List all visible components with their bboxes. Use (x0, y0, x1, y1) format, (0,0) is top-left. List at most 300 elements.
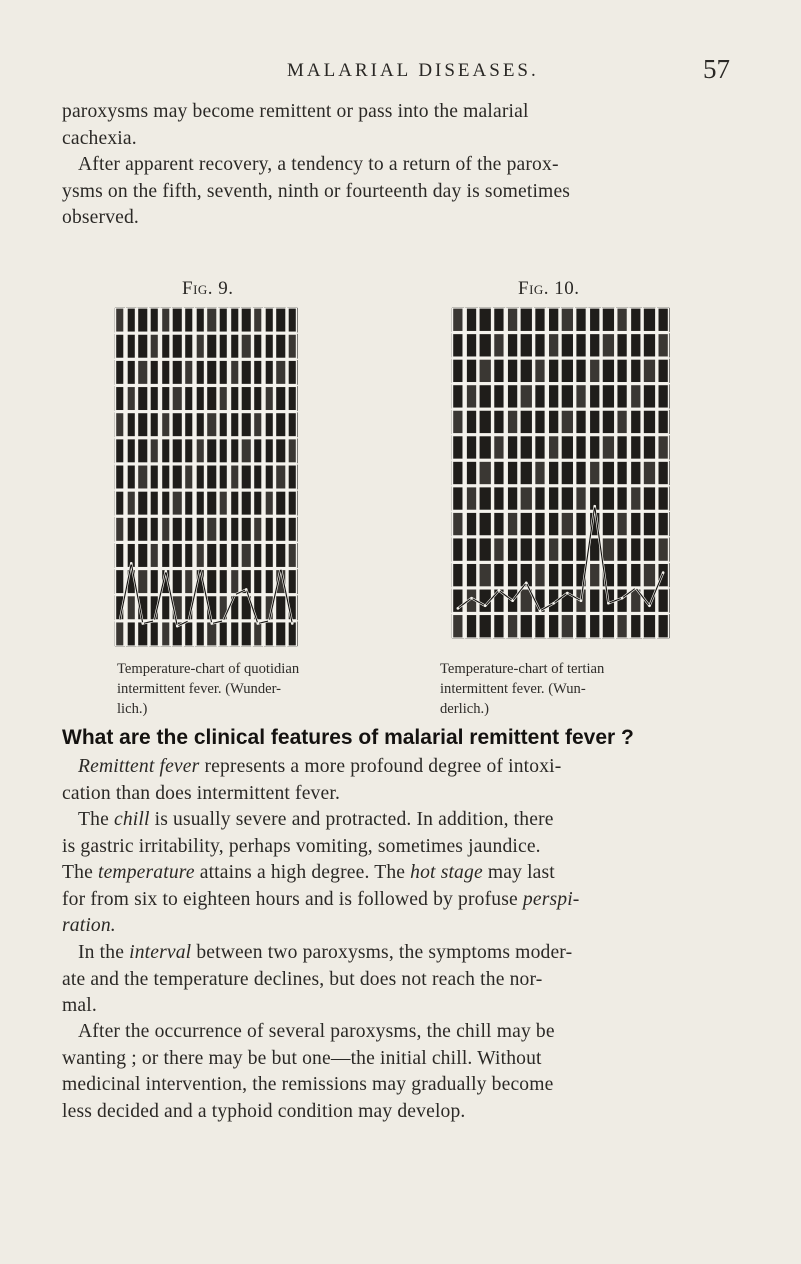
grid-cell (276, 439, 285, 462)
grid-cell (254, 492, 261, 515)
grid-cell (467, 487, 476, 509)
grid-cell (197, 518, 204, 541)
text-run: represents a more profound degree of intoxi- (199, 756, 562, 777)
grid-cell (644, 513, 655, 535)
grid-cell (480, 411, 491, 433)
grid-cell (266, 361, 273, 384)
grid-cell (197, 622, 204, 645)
text-run: is usually severe and protracted. In addition, there (149, 809, 554, 830)
grid-cell (185, 466, 192, 489)
grid-cell (276, 387, 285, 410)
grid-cell (467, 411, 476, 433)
grid-cell (562, 385, 573, 407)
grid-cell (603, 385, 614, 407)
grid-cell (644, 411, 655, 433)
grid-cell (276, 518, 285, 541)
grid-cell (508, 538, 517, 560)
grid-cell (576, 360, 585, 382)
grid-cell (220, 622, 227, 645)
grid-cell (185, 570, 192, 593)
grid-cell (508, 360, 517, 382)
grid-cell (631, 334, 640, 356)
grid-cell (644, 487, 655, 509)
data-point (279, 567, 282, 570)
grid-cell (603, 513, 614, 535)
grid-cell (549, 385, 558, 407)
emphasis: hot stage (410, 862, 483, 883)
data-point (580, 599, 583, 602)
grid-cell (138, 466, 147, 489)
grid-cell (276, 309, 285, 332)
grid-cell (480, 538, 491, 560)
grid-cell (467, 462, 476, 484)
grid-cell (254, 544, 261, 567)
grid-cell (231, 544, 238, 567)
grid-cell (549, 513, 558, 535)
grid-cell (508, 411, 517, 433)
grid-cell (631, 436, 640, 458)
grid-cell (576, 513, 585, 535)
text-line: cation than does intermittent fever. (62, 782, 340, 804)
grid-cell (207, 570, 216, 593)
grid-cell (535, 436, 544, 458)
grid-cell (562, 309, 573, 331)
grid-cell (617, 615, 626, 637)
grid-cell (494, 411, 503, 433)
text-line: ysms on the fifth, seventh, ninth or fourteenth day is sometimes (62, 180, 571, 202)
grid-cell (535, 487, 544, 509)
grid-cell (617, 487, 626, 509)
intro-paragraph-1 (62, 99, 742, 152)
grid-cell (590, 334, 599, 356)
fig-10-chart-svg (451, 307, 670, 639)
text-line: paroxysms may become remittent or pass into the malarial (62, 101, 529, 122)
grid-cell (185, 413, 192, 436)
grid-cell (185, 439, 192, 462)
data-point (245, 588, 248, 591)
data-point (525, 582, 528, 585)
data-point (470, 597, 473, 600)
page-number: 57 (703, 54, 730, 84)
data-point (222, 620, 225, 623)
grid-cell (220, 492, 227, 515)
grid-cell (207, 335, 216, 358)
grid-cell (116, 309, 123, 332)
grid-cell (644, 385, 655, 407)
grid-cell (116, 492, 123, 515)
grid-cell (617, 590, 626, 612)
grid-cell (276, 596, 285, 619)
data-point (118, 620, 121, 623)
grid-cell (116, 622, 123, 645)
grid-cell (220, 518, 227, 541)
grid-cell (173, 439, 182, 462)
grid-cell (467, 538, 476, 560)
grid-cell (220, 570, 227, 593)
grid-cell (197, 335, 204, 358)
grid-cell (631, 487, 640, 509)
grid-cell (617, 564, 626, 586)
data-point (176, 625, 179, 628)
grid-cell (453, 385, 462, 407)
grid-cell (162, 492, 169, 515)
data-point (153, 620, 156, 623)
grid-cell (603, 487, 614, 509)
fig-9-label: Fig. 9. (182, 278, 234, 299)
grid-cell (254, 466, 261, 489)
grid-cell (535, 564, 544, 586)
fig-9-caption (117, 659, 299, 719)
grid-cell (535, 462, 544, 484)
grid-cell (576, 411, 585, 433)
grid-cell (266, 387, 273, 410)
grid-cell (128, 492, 135, 515)
grid-cell (590, 564, 599, 586)
grid-cell (254, 439, 261, 462)
fig-9-chart-svg (114, 307, 298, 647)
grid-cell (151, 413, 158, 436)
data-point (648, 605, 651, 608)
grid-cell (276, 361, 285, 384)
grid-cell (453, 513, 462, 535)
grid-cell (173, 570, 182, 593)
grid-cell (197, 544, 204, 567)
grid-cell (116, 361, 123, 384)
grid-cell (521, 385, 532, 407)
grid-cell (617, 385, 626, 407)
grid-cell (266, 518, 273, 541)
grid-cell (138, 622, 147, 645)
grid-cell (116, 570, 123, 593)
grid-cell (590, 615, 599, 637)
grid-cell (549, 564, 558, 586)
grid-cell (138, 413, 147, 436)
grid-cell (185, 518, 192, 541)
grid-cell (617, 411, 626, 433)
grid-cell (480, 564, 491, 586)
grid-cell (116, 518, 123, 541)
grid-cell (254, 387, 261, 410)
emphasis: ration. (62, 915, 116, 936)
grid-cell (562, 513, 573, 535)
grid-cell (590, 436, 599, 458)
grid-cell (562, 462, 573, 484)
grid-cell (576, 487, 585, 509)
grid-cell (603, 538, 614, 560)
section-heading: What are the clinical features of malarial remittent fever ? (62, 726, 634, 749)
data-point (593, 505, 596, 508)
grid-cell (128, 335, 135, 358)
grid-cell (151, 309, 158, 332)
grid-cell (220, 544, 227, 567)
grid-cell (535, 513, 544, 535)
grid-cell (289, 413, 296, 436)
grid-cell (644, 462, 655, 484)
grid-cell (603, 334, 614, 356)
grid-cell (562, 538, 573, 560)
grid-cell (508, 615, 517, 637)
grid-cell (631, 309, 640, 331)
data-point (539, 610, 542, 613)
data-point (621, 597, 624, 600)
grid-cell (467, 360, 476, 382)
grid-cell (603, 360, 614, 382)
grid-cell (590, 538, 599, 560)
page-header (0, 54, 801, 94)
grid-cell (207, 544, 216, 567)
grid-cell (207, 466, 216, 489)
grid-cell (207, 413, 216, 436)
grid-cell (231, 466, 238, 489)
grid-cell (185, 309, 192, 332)
grid-cell (659, 513, 668, 535)
grid-cell (289, 361, 296, 384)
grid-cell (254, 518, 261, 541)
grid-cell (197, 492, 204, 515)
remittent-paragraph-2 (62, 807, 742, 940)
grid-cell (521, 436, 532, 458)
emphasis: interval (129, 942, 192, 963)
grid-cell (242, 492, 251, 515)
grid-cell (576, 615, 585, 637)
grid-cell (185, 544, 192, 567)
grid-cell (242, 518, 251, 541)
grid-cell (231, 518, 238, 541)
grid-cell (197, 413, 204, 436)
text-run: The (62, 862, 98, 883)
data-point (164, 570, 167, 573)
text-line: is gastric irritability, perhaps vomiting, sometimes jaundice. (62, 835, 541, 857)
grid-cell (617, 360, 626, 382)
grid-cell (576, 462, 585, 484)
grid-cell (185, 622, 192, 645)
grid-cell (644, 538, 655, 560)
grid-cell (521, 462, 532, 484)
grid-cell (603, 309, 614, 331)
grid-cell (659, 436, 668, 458)
grid-cell (220, 387, 227, 410)
grid-cell (173, 544, 182, 567)
grid-cell (128, 387, 135, 410)
grid-cell (494, 334, 503, 356)
grid-cell (207, 361, 216, 384)
grid-cell (266, 622, 273, 645)
grid-cell (549, 615, 558, 637)
grid-cell (617, 334, 626, 356)
emphasis: chill (113, 809, 150, 830)
grid-cell (617, 436, 626, 458)
grid-cell (480, 385, 491, 407)
grid-cell (631, 513, 640, 535)
grid-cell (603, 436, 614, 458)
fig-10-chart (451, 307, 670, 644)
data-point (187, 620, 190, 623)
grid-cell (116, 335, 123, 358)
grid-cell (494, 462, 503, 484)
grid-cell (266, 570, 273, 593)
grid-cell (549, 360, 558, 382)
grid-cell (220, 466, 227, 489)
grid-cell (231, 492, 238, 515)
grid-cell (453, 538, 462, 560)
data-point (291, 622, 294, 625)
grid-cell (289, 309, 296, 332)
grid-cell (659, 462, 668, 484)
grid-cell (659, 385, 668, 407)
grid-cell (151, 466, 158, 489)
grid-cell (116, 544, 123, 567)
grid-cell (521, 411, 532, 433)
caption-line: Temperature-chart of quotidian (117, 661, 300, 677)
grid-cell (562, 564, 573, 586)
grid-cell (138, 544, 147, 567)
grid-cell (535, 538, 544, 560)
grid-cell (220, 361, 227, 384)
remittent-paragraph-3 (62, 940, 742, 1020)
grid-cell (207, 309, 216, 332)
data-point (130, 562, 133, 565)
grid-cell (231, 439, 238, 462)
text-line: ate and the temperature declines, but does not reach the nor- (62, 968, 543, 990)
intro-paragraph-2 (62, 152, 742, 232)
grid-cell (549, 487, 558, 509)
grid-cell (231, 413, 238, 436)
grid-cell (549, 462, 558, 484)
grid-cell (151, 518, 158, 541)
grid-cell (453, 411, 462, 433)
grid-cell (242, 309, 251, 332)
grid-cell (220, 309, 227, 332)
grid-cell (453, 487, 462, 509)
grid-cell (151, 361, 158, 384)
grid-cell (173, 335, 182, 358)
grid-cell (138, 492, 147, 515)
grid-cell (162, 439, 169, 462)
grid-cell (138, 518, 147, 541)
grid-cell (242, 466, 251, 489)
grid-cell (508, 309, 517, 331)
grid-cell (162, 361, 169, 384)
grid-cell (242, 413, 251, 436)
grid-cell (276, 492, 285, 515)
grid-cell (494, 309, 503, 331)
grid-cell (631, 538, 640, 560)
data-point (199, 567, 202, 570)
text-run: attains a high degree. The (194, 862, 411, 883)
text-run: The (78, 809, 114, 830)
grid-cell (562, 334, 573, 356)
grid-cell (617, 309, 626, 331)
grid-cell (521, 334, 532, 356)
grid-cell (521, 513, 532, 535)
data-point (256, 622, 259, 625)
grid-cell (508, 513, 517, 535)
grid-cell (535, 615, 544, 637)
grid-cell (289, 518, 296, 541)
grid-cell (549, 309, 558, 331)
grid-cell (242, 387, 251, 410)
grid-cell (535, 411, 544, 433)
grid-cell (116, 413, 123, 436)
grid-cell (631, 564, 640, 586)
grid-cell (231, 570, 238, 593)
grid-cell (617, 538, 626, 560)
grid-cell (576, 334, 585, 356)
grid-cell (644, 360, 655, 382)
caption-line: derlich.) (440, 701, 490, 717)
grid-cell (138, 309, 147, 332)
grid-cell (603, 615, 614, 637)
text-run: may last (482, 862, 555, 883)
grid-cell (173, 309, 182, 332)
grid-cell (162, 544, 169, 567)
emphasis: temperature (97, 862, 195, 883)
grid-cell (467, 615, 476, 637)
grid-cell (521, 309, 532, 331)
grid-cell (276, 335, 285, 358)
grid-cell (266, 492, 273, 515)
grid-cell (494, 385, 503, 407)
text-line: less decided and a typhoid condition may develop. (62, 1100, 466, 1122)
grid-cell (151, 544, 158, 567)
grid-cell (494, 564, 503, 586)
grid-cell (138, 335, 147, 358)
grid-cell (562, 360, 573, 382)
grid-cell (590, 462, 599, 484)
grid-cell (162, 335, 169, 358)
grid-cell (603, 411, 614, 433)
grid-cell (128, 361, 135, 384)
emphasis: perspi- (522, 888, 580, 910)
grid-cell (289, 387, 296, 410)
grid-cell (289, 466, 296, 489)
grid-cell (659, 309, 668, 331)
grid-cell (207, 518, 216, 541)
grid-cell (659, 538, 668, 560)
data-point (141, 622, 144, 625)
grid-cell (231, 622, 238, 645)
grid-cell (128, 439, 135, 462)
grid-cell (576, 385, 585, 407)
grid-cell (116, 466, 123, 489)
grid-cell (138, 361, 147, 384)
grid-cell (494, 513, 503, 535)
grid-cell (562, 487, 573, 509)
grid-cell (631, 411, 640, 433)
grid-cell (549, 411, 558, 433)
grid-cell (138, 387, 147, 410)
grid-cell (276, 466, 285, 489)
grid-cell (631, 360, 640, 382)
grid-cell (480, 436, 491, 458)
grid-cell (453, 436, 462, 458)
grid-cell (162, 518, 169, 541)
grid-cell (128, 596, 135, 619)
grid-cell (220, 413, 227, 436)
grid-cell (508, 564, 517, 586)
data-point (210, 622, 213, 625)
grid-cell (242, 335, 251, 358)
grid-cell (173, 361, 182, 384)
grid-cell (242, 544, 251, 567)
grid-cell (508, 487, 517, 509)
grid-cell (631, 462, 640, 484)
grid-cell (173, 518, 182, 541)
grid-cell (276, 544, 285, 567)
grid-cell (659, 487, 668, 509)
data-point (268, 620, 271, 623)
grid-cell (659, 411, 668, 433)
